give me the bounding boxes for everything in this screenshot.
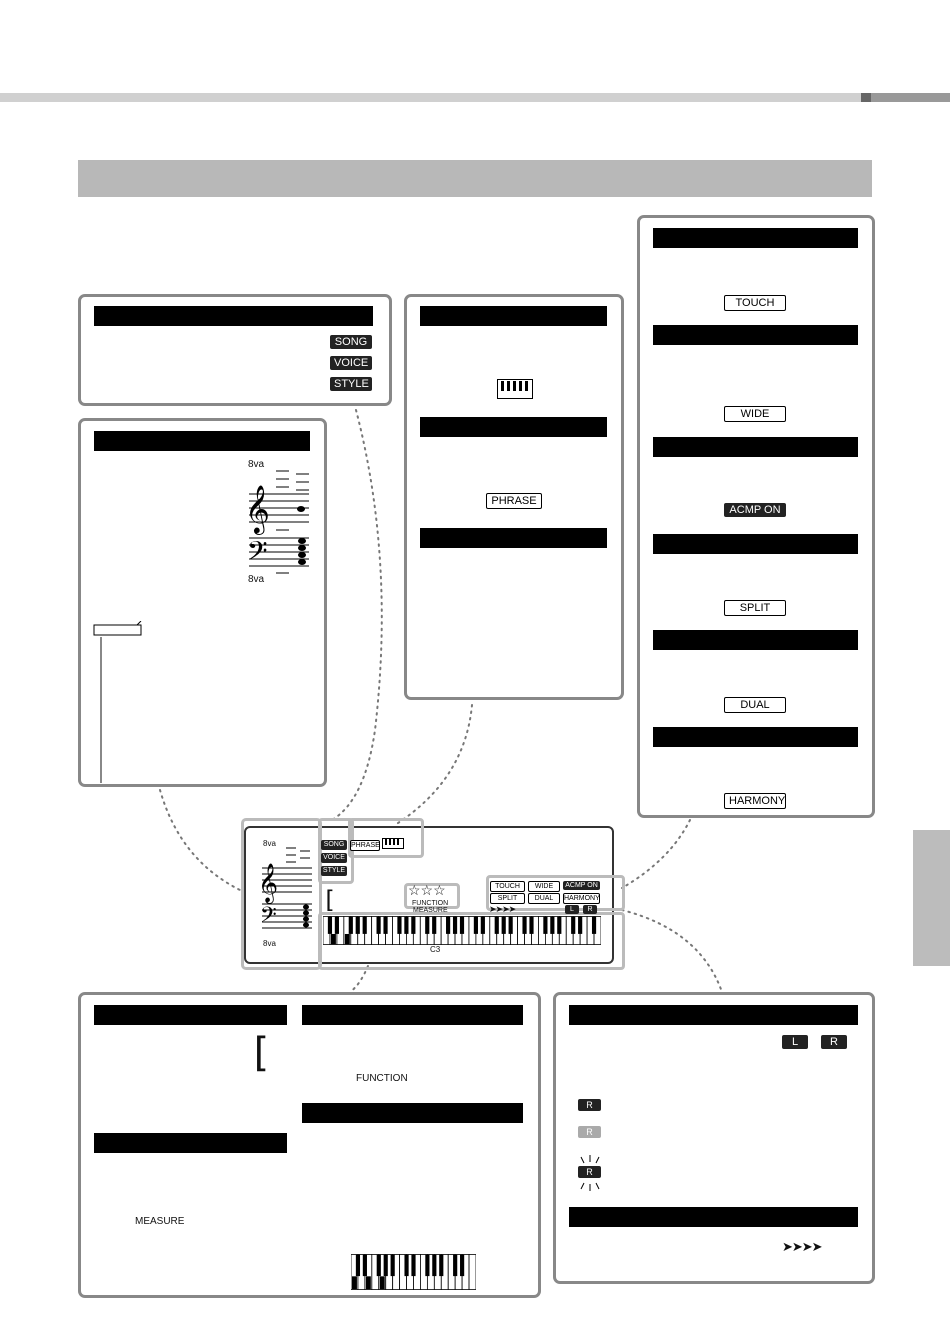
song-badge: SONG xyxy=(330,335,372,349)
panel-header-bar xyxy=(94,1133,287,1153)
lcd-harmony-badge: HARMONY xyxy=(564,895,600,902)
panel-header-bar xyxy=(653,727,858,747)
black-key xyxy=(446,917,450,934)
split-badge: SPLIT xyxy=(724,600,786,616)
function-label: FUNCTION xyxy=(356,1073,408,1084)
lcd-split-badge: SPLIT xyxy=(490,893,525,904)
panel-display-numbers xyxy=(78,992,541,1298)
black-key xyxy=(383,917,387,934)
phrase-badge: PHRASE xyxy=(486,493,542,509)
lcd-phrase-badge: PHRASE xyxy=(351,842,380,849)
lcd-measure-label: MEASURE xyxy=(413,907,448,914)
lcd-keyboard-icon xyxy=(382,838,404,849)
panel-lesson-indicators xyxy=(404,294,624,700)
lcd-c3-label: C3 xyxy=(430,945,441,954)
panel-header-bar xyxy=(653,534,858,554)
pressed-key xyxy=(352,1276,357,1289)
touch-badge: TOUCH xyxy=(724,295,786,311)
pressed-key xyxy=(366,1276,371,1289)
black-key xyxy=(335,917,339,934)
black-key xyxy=(453,917,457,934)
r-badge: R xyxy=(821,1035,847,1049)
black-key xyxy=(363,917,367,934)
black-key xyxy=(439,1255,443,1277)
black-key xyxy=(432,1255,436,1277)
voice-badge: VOICE xyxy=(330,356,372,370)
black-key xyxy=(363,1255,367,1277)
svg-text:𝄢: 𝄢 xyxy=(247,535,268,573)
keyboard-icon xyxy=(497,379,533,399)
pressed-key xyxy=(331,934,336,944)
panel-status-indicators xyxy=(637,215,875,818)
lcd-staff-icon xyxy=(256,842,316,938)
svg-text:𝄞: 𝄞 xyxy=(258,863,279,903)
black-key xyxy=(411,917,415,934)
black-key xyxy=(474,917,478,934)
black-key xyxy=(425,1255,429,1277)
panel-mode-indicators xyxy=(78,294,392,406)
svg-text:𝄞: 𝄞 xyxy=(245,484,270,533)
black-key xyxy=(425,917,429,934)
black-key xyxy=(453,1255,457,1277)
black-key xyxy=(356,917,360,934)
lcd-voice-badge: VOICE xyxy=(321,853,347,863)
lcd-wide-badge: WIDE xyxy=(528,881,560,892)
pressed-key xyxy=(345,934,350,944)
lcd-beat-arrows: ➤➤➤➤ xyxy=(489,904,516,914)
lcd-acmp-on-badge: ACMP ON xyxy=(563,881,600,890)
panel-header-bar xyxy=(653,228,858,248)
black-key xyxy=(529,917,533,934)
black-key xyxy=(397,917,401,934)
digit-display-sample: [ xyxy=(248,1030,273,1076)
pressed-key xyxy=(380,1276,385,1289)
panel-header-bar xyxy=(569,1207,858,1227)
r-badge-dim: R xyxy=(578,1126,601,1138)
panel-header-bar xyxy=(94,306,373,326)
octave-up-label: 8va xyxy=(248,459,265,470)
octave-down-label: 8va xyxy=(248,574,265,585)
black-key xyxy=(377,917,381,934)
black-key xyxy=(377,1255,381,1277)
lcd-style-badge: STYLE xyxy=(322,867,346,874)
panel-header-bar xyxy=(569,1005,858,1025)
black-key xyxy=(391,1255,395,1277)
panel-header-bar xyxy=(653,325,858,345)
svg-text:𝄢: 𝄢 xyxy=(260,903,277,933)
lcd-grade-stars: ☆☆☆ xyxy=(408,882,446,898)
panel-header-bar xyxy=(94,1005,287,1025)
black-key xyxy=(411,1255,415,1277)
lcd-octave-up: 8va xyxy=(263,839,276,848)
black-key xyxy=(328,917,332,934)
lcd-dual-badge: DUAL xyxy=(528,893,560,904)
dual-badge: DUAL xyxy=(724,697,786,713)
black-key xyxy=(522,917,526,934)
l-badge: L xyxy=(782,1035,808,1049)
lcd-touch-badge: TOUCH xyxy=(490,881,525,892)
black-key xyxy=(481,917,485,934)
black-key xyxy=(509,917,513,934)
black-key xyxy=(550,917,554,934)
panel-notation xyxy=(78,418,327,787)
black-key xyxy=(432,917,436,934)
black-key xyxy=(356,1255,360,1277)
black-key xyxy=(543,917,547,934)
style-badge: STYLE xyxy=(330,377,372,391)
black-key xyxy=(404,1255,408,1277)
r-badge-blink: R xyxy=(578,1166,601,1178)
grand-staff-icon xyxy=(241,461,316,581)
panel-header-bar xyxy=(302,1103,523,1123)
black-key xyxy=(460,1255,464,1277)
panel-header-bar xyxy=(653,437,858,457)
black-key xyxy=(495,917,499,934)
panel-hand-indicators xyxy=(553,992,875,1284)
keyboard-chord-icon xyxy=(351,1254,476,1290)
panel-header-bar xyxy=(420,306,607,326)
beat-arrows: ➤➤➤➤ xyxy=(782,1239,822,1254)
black-key xyxy=(578,917,582,934)
black-key xyxy=(571,917,575,934)
panel-header-bar xyxy=(420,528,607,548)
lcd-digit-display: [ xyxy=(322,886,337,914)
white-key xyxy=(469,1255,476,1290)
black-key xyxy=(404,917,408,934)
lcd-octave-down: 8va xyxy=(263,939,276,948)
black-key xyxy=(557,917,561,934)
black-key xyxy=(592,917,596,934)
harmony-badge: HARMONY xyxy=(724,793,786,809)
panel-header-bar xyxy=(420,417,607,437)
measure-label: MEASURE xyxy=(135,1216,185,1227)
panel-header-bar xyxy=(302,1005,523,1025)
black-key xyxy=(384,1255,388,1277)
wide-badge: WIDE xyxy=(724,406,786,422)
r-badge-on: R xyxy=(578,1099,601,1111)
acmp-on-badge: ACMP ON xyxy=(724,503,786,517)
lcd-song-badge: SONG xyxy=(321,840,347,850)
lcd-keyboard xyxy=(323,916,601,945)
panel-header-bar xyxy=(653,630,858,650)
black-key xyxy=(349,917,353,934)
lcd-function-label: FUNCTION xyxy=(412,900,449,907)
black-key xyxy=(502,917,506,934)
black-key xyxy=(460,917,464,934)
note-icon xyxy=(93,621,145,786)
panel-header-bar xyxy=(94,431,310,451)
lcd-r-badge: R xyxy=(583,905,597,914)
lcd-l-badge: L xyxy=(565,905,579,914)
